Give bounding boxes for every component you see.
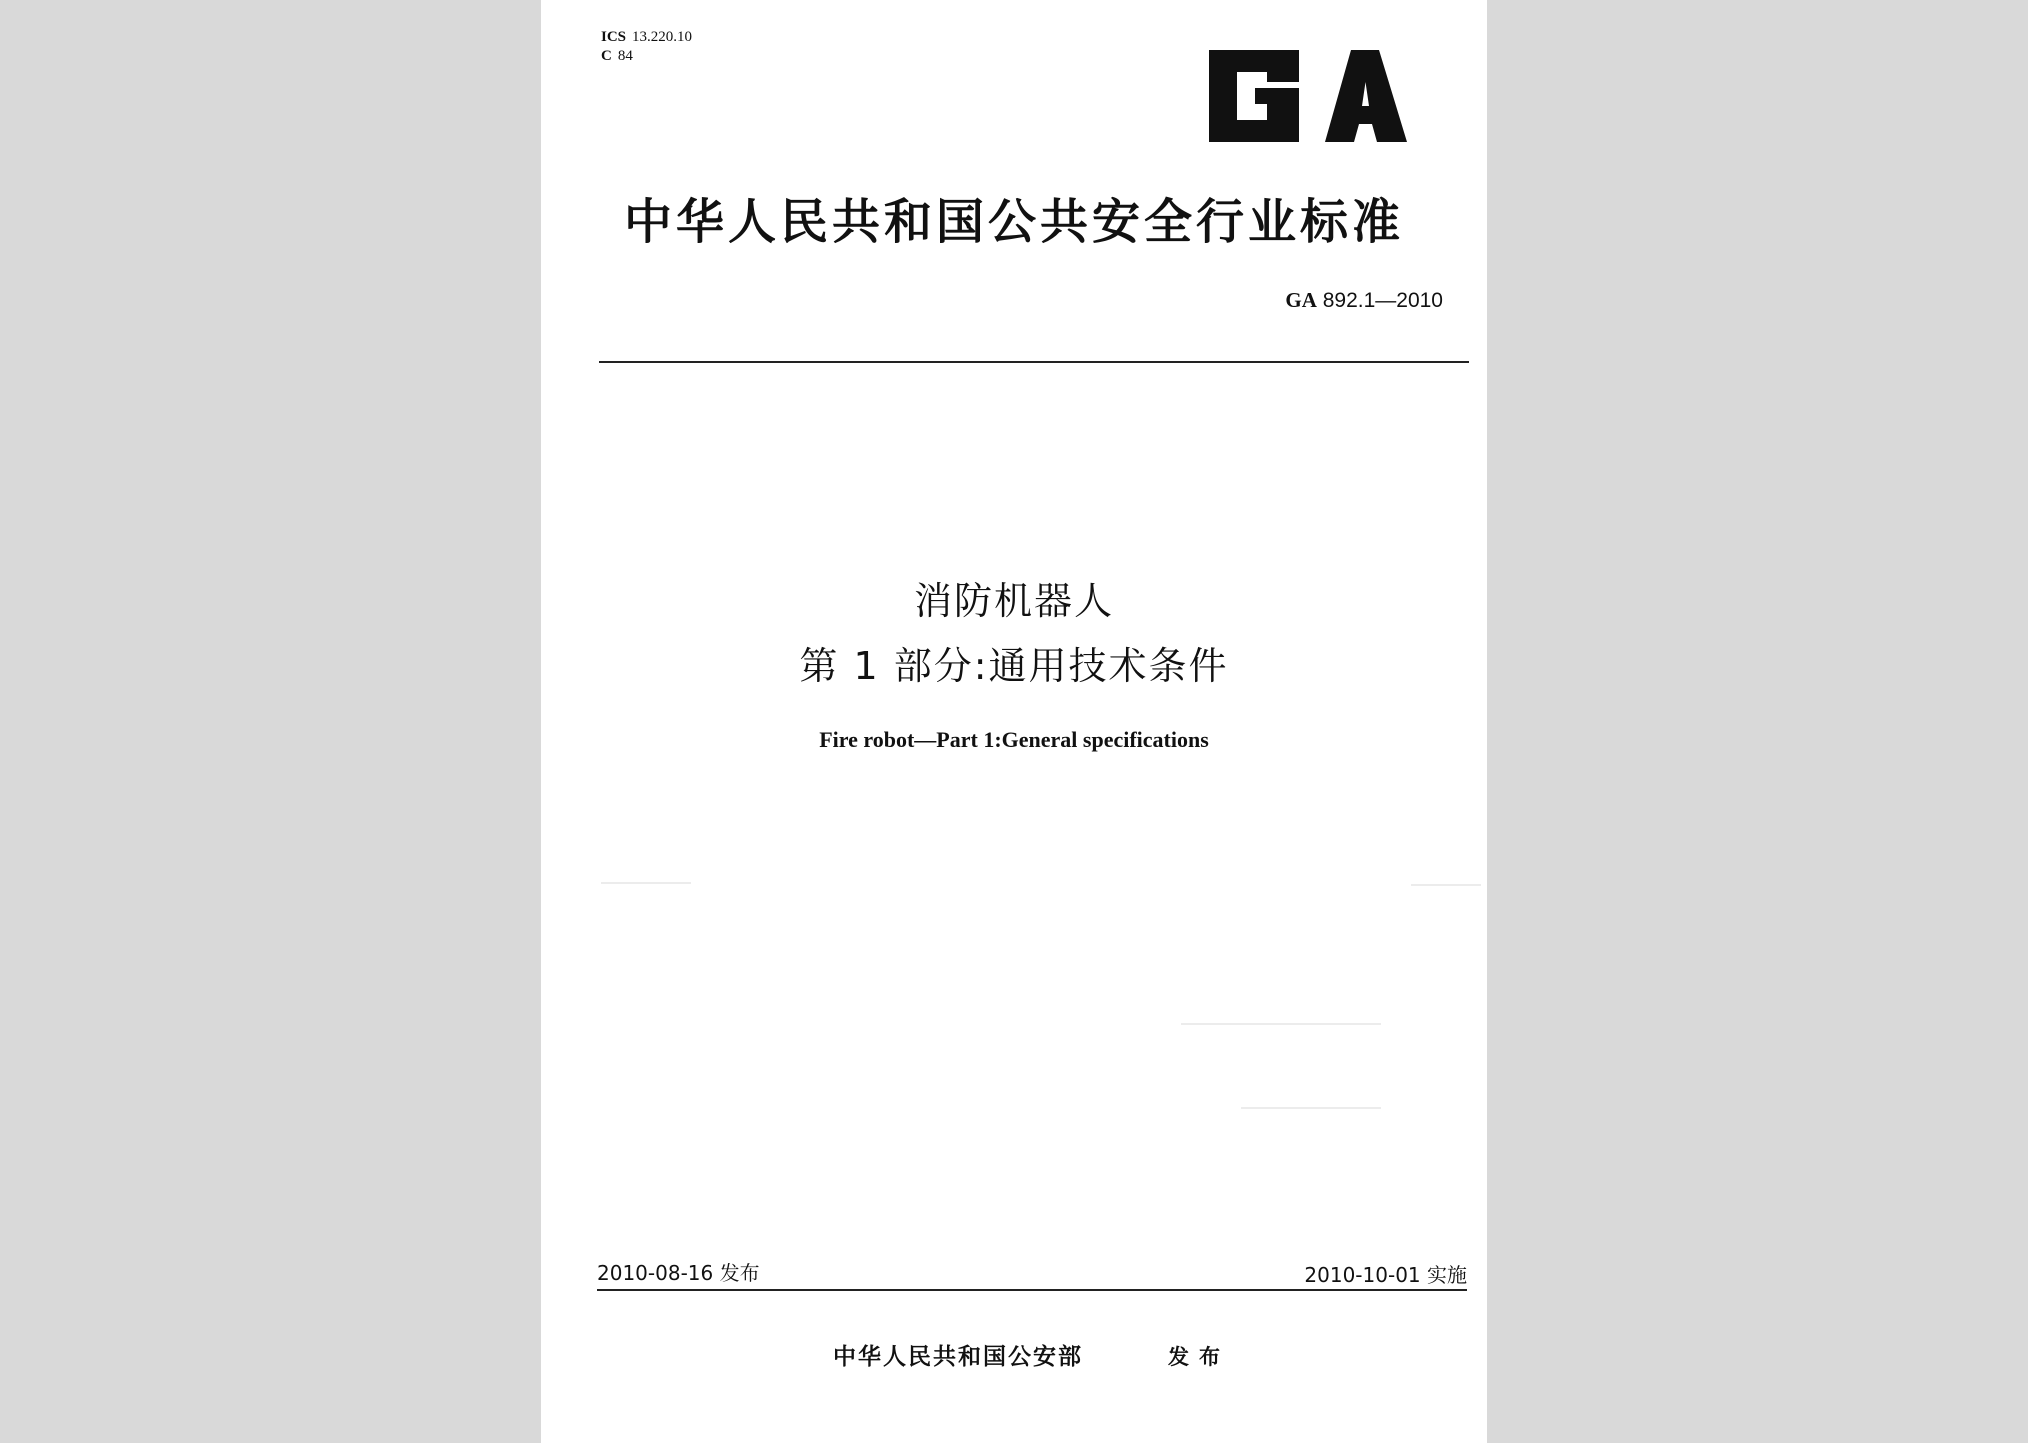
standard-number-prefix: GA: [1285, 288, 1317, 312]
standard-category-title: 中华人民共和国公共安全行业标准: [623, 194, 1404, 250]
footer-divider: [597, 1289, 1467, 1291]
issue-date: 2010-08-16 发布: [597, 1261, 760, 1285]
title-chinese-line-1: 消防机器人: [913, 579, 1114, 623]
title-english: Fire robot—Part 1:General specifications: [819, 727, 1209, 752]
ccs-code-line: [601, 47, 692, 66]
ccs-code: 84: [617, 48, 633, 64]
standard-number: [1285, 288, 1443, 313]
scan-artifact: [601, 882, 691, 884]
scan-artifact: [1241, 1107, 1381, 1109]
ics-code-line: [601, 28, 692, 47]
ics-code: 13.220.10: [632, 29, 693, 45]
ccs-label: C: [601, 48, 612, 64]
standard-number-value: 892.1—2010: [1322, 289, 1443, 312]
ics-label: ICS: [601, 29, 627, 45]
scan-artifact: [1181, 1023, 1381, 1025]
title-chinese-line-2: 第 1 部分:通用技术条件: [799, 644, 1229, 688]
document-page: [541, 0, 1487, 1443]
publish-label: 发布: [1168, 1345, 1230, 1369]
classification-codes: [601, 28, 692, 66]
publisher-name: 中华人民共和国公安部: [833, 1344, 1083, 1370]
scan-artifact: [1411, 884, 1481, 886]
ga-logo: [1201, 42, 1411, 150]
implementation-date: 2010-10-01 实施: [1304, 1263, 1467, 1287]
header-divider: [599, 361, 1469, 363]
